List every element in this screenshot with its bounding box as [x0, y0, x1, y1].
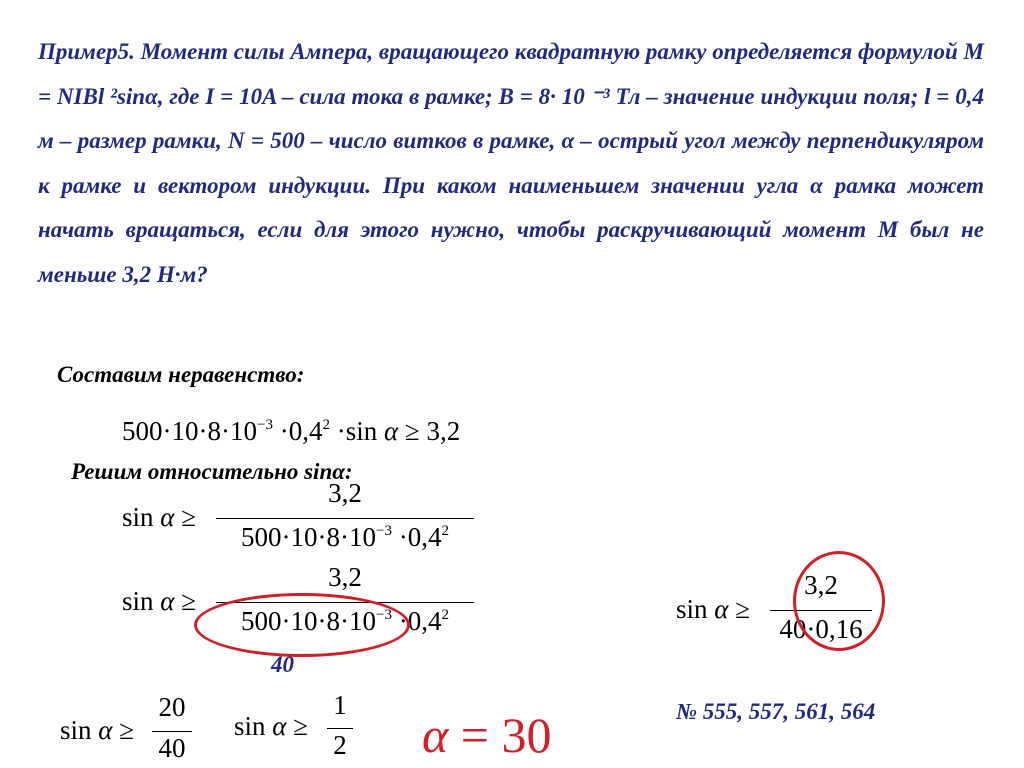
problem-statement: Пример5. Момент силы Ампера, вращающего квадратную рамку определяется формулой M = NIBl ²sinα, где I = 10A – сила тока в рамке; B = 8· 10 ⁻³ Тл – значение индукции поля; l = 0,4 м – размер рамки, N = 500 – число витков в рамке, α – острый угол между перпендикуляром к рамке и вектором индукции. При каком наименьшем значении угла α рамка может начать вращаться, если для этого нужно, чтобы раскручивающий момент M был не меньше 3,2 Н·м? — [38, 39, 984, 287]
fraction1 — [216, 478, 474, 558]
fraction1-denominator — [216, 522, 474, 553]
fraction1-bar — [216, 518, 474, 519]
inequality-exponent: −3 — [256, 417, 273, 433]
sin-label: sin — [60, 715, 99, 745]
inequality-part: 500·10·8·10 — [122, 416, 257, 446]
denominator-part: ·0,4 — [391, 522, 442, 552]
relation-sign: ≥ — [112, 715, 135, 745]
sin-label: sin — [122, 502, 161, 532]
final-answer — [422, 706, 551, 764]
answer-value: = 30 — [448, 707, 552, 763]
highlight-circle — [194, 593, 410, 657]
fraction3-numerator: 3,2 — [804, 570, 838, 600]
sin-label: sin — [676, 594, 715, 624]
relation-sign: ≥ — [286, 711, 309, 741]
denominator-exponent: −3 — [376, 607, 392, 623]
fraction2-lhs — [122, 586, 196, 617]
fraction5 — [327, 690, 353, 766]
fraction1-numerator: 3,2 — [328, 478, 362, 508]
fraction5-lhs — [234, 711, 308, 742]
alpha-symbol: α — [160, 502, 175, 532]
sin-label: sin — [122, 586, 161, 616]
fraction4-denominator: 40 — [158, 733, 186, 763]
denominator-part: ·0,4 — [391, 606, 442, 636]
fraction5-denominator: 2 — [333, 730, 347, 760]
homework-problems: № 555, 557, 561, 564 — [676, 699, 876, 724]
fraction1-lhs — [122, 502, 196, 533]
inequality-part: ≥ 3,2 — [398, 416, 461, 446]
alpha-symbol: α — [160, 586, 175, 616]
alpha-symbol: α — [98, 715, 113, 745]
inequality-part: ·0,4 — [272, 416, 323, 446]
alpha-symbol: α — [714, 594, 729, 624]
denominator-exponent: −3 — [376, 523, 392, 539]
denominator-part: 500·10·8·10 — [241, 606, 376, 636]
alpha-symbol: α — [422, 707, 449, 763]
fraction2-numerator: 3,2 — [328, 562, 362, 592]
step-heading-solve: Решим относительно sinα: — [71, 459, 353, 484]
relation-sign: ≥ — [174, 586, 197, 616]
highlight-circle — [793, 551, 885, 651]
inequality-part: ·sin — [329, 416, 384, 446]
inequality-formula — [122, 416, 460, 447]
inequality-exponent: 2 — [322, 417, 330, 433]
fraction3-denominator: 40·0,16 — [779, 614, 863, 644]
fraction3-lhs — [676, 594, 750, 625]
denominator-exponent: 2 — [441, 607, 449, 623]
sin-label: sin — [234, 711, 273, 741]
fraction4-lhs — [60, 715, 134, 746]
relation-sign: ≥ — [728, 594, 751, 624]
fraction5-numerator: 1 — [333, 690, 347, 720]
denominator-part: 500·10·8·10 — [241, 522, 376, 552]
alpha-symbol: α — [272, 711, 287, 741]
fraction4-numerator: 20 — [158, 692, 186, 722]
circled-value-note: 40 — [271, 652, 294, 677]
fraction4 — [152, 692, 192, 768]
step-heading-inequality: Составим неравенство: — [57, 362, 305, 387]
denominator-exponent: 2 — [441, 523, 449, 539]
alpha-symbol: α — [383, 416, 399, 446]
relation-sign: ≥ — [174, 502, 197, 532]
